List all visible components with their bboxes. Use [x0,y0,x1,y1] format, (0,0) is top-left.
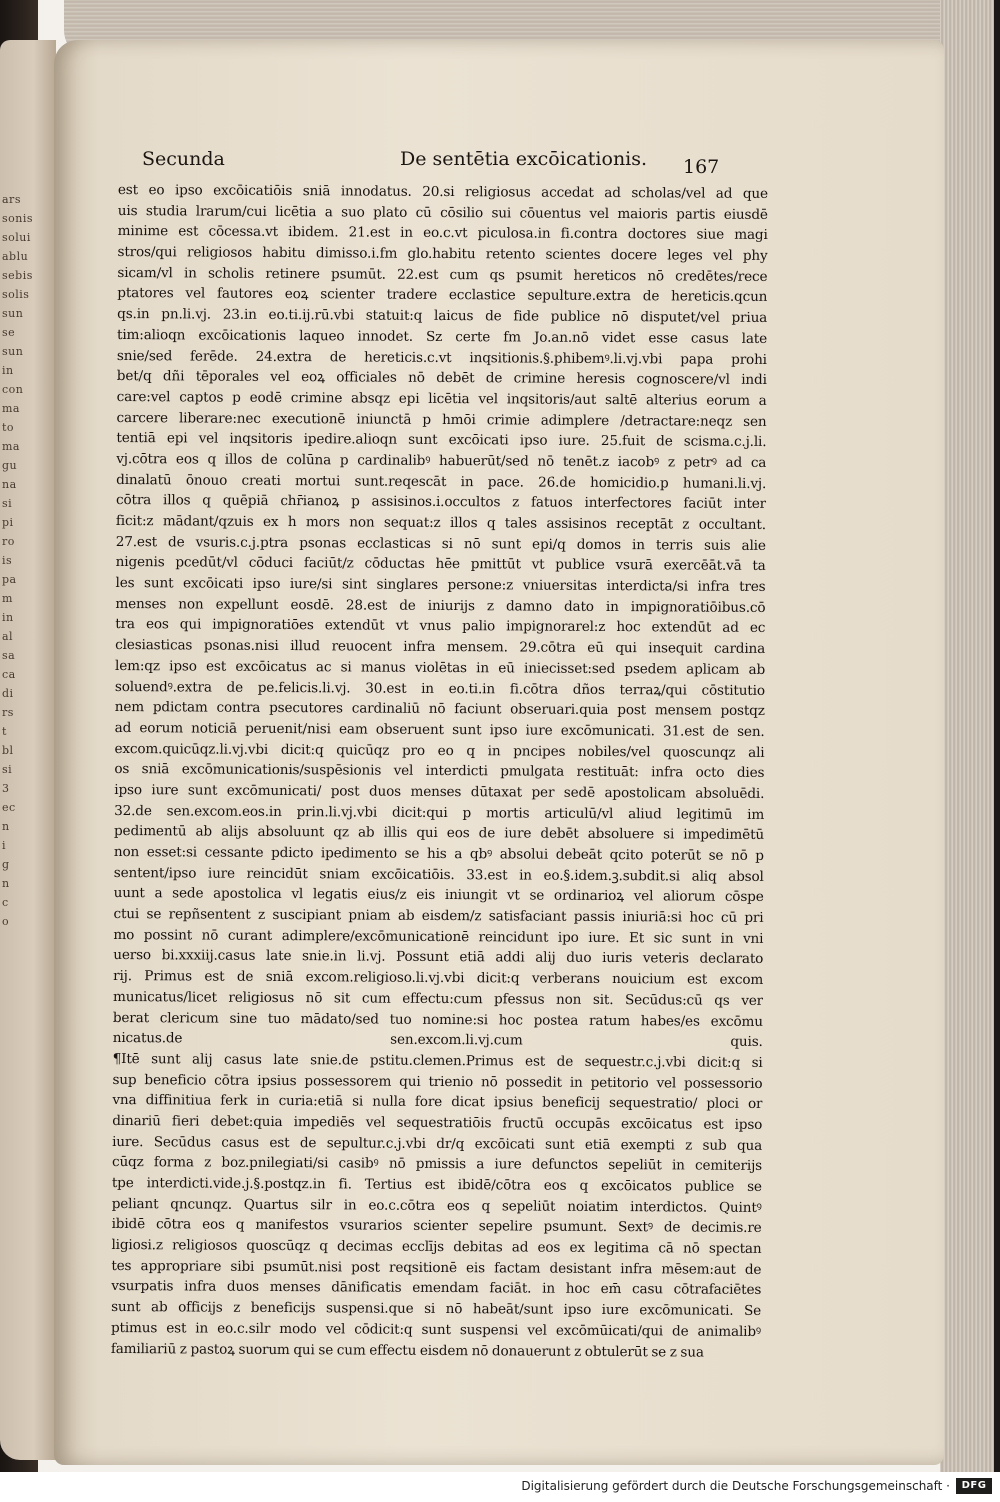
verso-fragment: is [2,554,13,567]
text-line: sunt ab officijs z beneficijs suspensi.que si nō habeāt/sunt ipso iure excōmunicati. Se [111,1299,762,1320]
text-line: vj.cōtra eos q illos de colūna p cardinalibꝰ habuerūt/sed nō tenēt.z iacobꝰ z petrꝰ ad ca [116,450,767,471]
verso-fragment: pa [2,573,17,586]
verso-fragment: to [2,421,15,434]
text-line: ipso iure sunt excōmunicati/ post duos menses dūtaxat per sedē apostolicam absoluēdi. [114,781,765,802]
text-line: menses non expellunt eosdē. 28.est de iniurijs z damno dato in impignoratiōibus.cō [115,595,766,616]
verso-fragment: si [2,497,13,510]
verso-fragment: 3 [2,782,10,795]
dfg-logo: DFG [956,1478,992,1494]
verso-fragment: si [2,763,13,776]
text-line: est eo ipso excōicatiōis sniā innodatus. 20.si religiosus accedat ad scholas/vel ad que [117,181,768,202]
text-line: non esset:si cessante pdicto ipedimento se his a qbꝰ absolui debeāt qcito poterūt se nō p [113,843,764,864]
text-line: sup beneficio cōtra ipsius possessorem qui trienio nō possedit in petitorio vel possessorio [112,1071,763,1092]
text-line: iure. Secūdus casus est de sepultur.c.j.vbi dr/q excōicati sunt etiā exempti z sub qua [112,1133,763,1154]
text-line: clesiasticas psonas.nisi illud reuocent infra mensem. 29.cōtra eū qui insequit cardina [115,637,766,658]
text-line: nem pdictam contra psecutores cardinaliū nō faciunt obseruari.quia post mensem postqz [114,699,765,720]
text-line: vsurpatis infra duos menses dānificatis emendam faciāt. in hoc em̄ casu cōtrafaciētes [111,1278,762,1299]
body-text [111,180,768,1363]
text-line: tim:alioqn excōicationis laqueo innodet. Sz certe fm Jo.an.nō videt esse casus late [117,326,768,347]
text-line: soluendꝰ.extra de pe.felicis.li.vj. 30.est in eo.ti.in fi.cōtra dños terraꝝ/qui cōstitutio [114,678,765,699]
text-line: municatus/licet religiosus nō sit cum effectu:cum pfessus non sit. Secūdus:cū qs ver [112,988,764,1009]
verso-fragment: solis [2,288,30,301]
text-line: ligiosi.z religiosos quoscūqz q decimas ecclījs debitas ad eos ex legitima cā nō spectan [111,1237,762,1258]
running-head [0,148,1000,178]
verso-fragment: n [2,820,10,833]
text-line: ctui se repñsentent z suscipiant pniam ab eisdem/z satisfaciant passis iniuriā:si hoc cū pri [113,906,764,927]
text-line: peliant qncunqz. Quartus silr in eo.c.cōtra eos q sepeliūt noiatim interdictos. Quintꝰ [111,1195,762,1216]
previous-page-edge [0,40,56,1460]
text-line: bet/q dñi tēporales vel eoꝝ officiales nō debēt de crimine heresis cognoscere/vl indi [116,368,767,389]
verso-fragment: g [2,858,10,871]
text-line: ¶Itē sunt alij casus late snie.de pstitu.clemen.Primus est de sequestr.c.j.vbi dicit:q si [112,1050,763,1071]
text-line: tra eos qui impignoratiōes extendūt vt vnus palio impignorarel:z hoc extendūt ad ec [115,616,766,637]
text-line: familiariū z pastoꝝ suorum qui se cum effectu eisdem nō donauerunt z obtulerūt se z sua [110,1340,704,1361]
verso-fragment: ablu [2,250,29,263]
verso-fragment: c [2,896,9,909]
text-line: uerso bi.xxxiij.casus late snie.in li.vj. Possunt etiā addi alij duo iuris veteris declarato [113,947,764,968]
verso-fragment: n [2,877,10,890]
verso-fragment: sun [2,307,24,320]
text-line: dinariū fieri debet:quia impediēs vel sequestratiōis fructū occupās excōicatus est ipso [112,1112,763,1133]
verso-fragment: na [2,478,17,491]
verso-fragment: in [2,364,14,377]
text-line: uis studia lrarum/cui licētia a suo plato cū cōsilio sui cōuentus vel maioris partis eiusdē [117,202,768,223]
page-stack-right [940,0,1000,1472]
verso-fragment: t [2,725,7,738]
text-line: dinalatū ōnouo creati mortui sunt.reqescāt in pace. 26.de homicidio.p humani.li.vj. [116,471,767,492]
verso-fragment: sonis [2,212,34,225]
text-line: cūqz forma z boz.pnilegiati/si casibꝰ nō pmissis a iure defunctos sepeliūt in cemiterijs [111,1154,763,1175]
previous-page-margin-text [2,190,52,931]
verso-fragment: gu [2,459,18,472]
text-line: cōtra illos q quēpiā chr̄ianoꝝ p assisinos.i.occultos z fatuos interfectores faciūt inter [115,492,767,513]
text-line: snie/sed ferēde. 24.extra de hereticis.c.vt inqsitionis.§.phibemꝰ.li.vj.vbi papa prohi [116,347,767,368]
text-line: ptimus est in eo.c.silr modo vel cōdicit:q sunt suspensi vel excōmūicati/qui de animalibꝰ [110,1319,762,1340]
text-line: tpe interdicti.vide.j.§.postqz.in fi. Tertius est ibidē/cōtra eos q excōicatos publice se [111,1174,762,1195]
text-line: ptatores vel fautores eoꝝ scienter tradere ecclastice sepulture.extra de hereticis.qcun [117,285,768,306]
verso-fragment: sebis [2,269,33,282]
running-head-title: De sentētia excōicationis. [400,148,648,170]
text-line: nicatus.de sen.excom.li.vj.cum quis. [112,1030,763,1051]
text-line: pedimentū ab alijs absoluunt qz ab illis qui eos de iure debēt absoluere si impedimētū [113,823,765,844]
text-line: minime est cōcessa.vt ibidem. 21.est in eo.c.vt piculosa.in fi.contra doctores siue magi [117,223,768,244]
text-line: 27.est de vsuris.c.j.ptra psonas ecclasticas si nō sunt epi/q domos in terris suis alie [115,533,766,554]
text-line: sentent/ipso iure reincidūt sniam excōicatiōis. 33.est in eo.§.idem.ꝫ.subdit.si aliq absol [113,864,764,885]
text-line: excom.quicūqz.li.vj.vbi dicit:q quicūqz pro eo q in pncipes nobiles/vel quoscunqz ali [114,740,765,761]
verso-fragment: con [2,383,24,396]
verso-fragment: rs [2,706,14,719]
text-line: ad eorum noticiā peruenit/nisi eam obseruent sunt ipso iure excōmunicati. 31.est de sen. [114,719,765,740]
verso-fragment: ma [2,440,20,453]
text-line: ibidē cōtra eos q manifestos vsurarios scienter sepelire psumunt. Sextꝰ de decimis.re [111,1216,762,1237]
verso-fragment: ec [2,801,16,814]
verso-fragment: al [2,630,14,643]
verso-fragment: ars [2,193,21,206]
text-line: os sniā excōmunicationis/suspēsionis vel interdicti pmulgata restituāt: infra octo dies [114,761,765,782]
text-line: ficit:z mādant/qzuis ex h mors non sequat:z illos q tales assisinos receptāt z occultant. [115,512,766,533]
verso-fragment: ma [2,402,20,415]
verso-fragment: m [2,592,13,605]
text-line: nigenis pcedūt/vl cōduci faciūt/z cōductas hēe pmittūt vt publice vsurā exercēāt.vā ta [115,554,766,575]
running-head-left: Secunda [142,148,225,170]
text-line: vna diffinitiua ferk in curia:etiā si nulla fore dicat ipsius beneficij sequestratio/ ploci or [112,1092,763,1113]
text-line: sicam/vl in scholis retinere psumūt. 22.est cum qs psumit hereticos nō credētes/rece [117,264,768,285]
text-line: rij. Primus est de sniā excom.religioso.li.vj.vbi dicit:q verberans nouicium est excom [113,968,764,989]
verso-fragment: sa [2,649,16,662]
text-line: qs.in pn.li.vj. 23.in eo.ti.ij.rū.vbi statuit:q laicus de fide publice nō disputet/vel priua [117,306,768,327]
text-line: stros/qui religiosos habitu dimisso.i.fm glo.habitu retento scientes docere leges vel phy [117,244,768,265]
verso-fragment: solui [2,231,31,244]
footer-credit: Digitalisierung gefördert durch die Deutsche Forschungsgemeinschaft · [521,1479,950,1493]
verso-fragment: ca [2,668,16,681]
verso-fragment: di [2,687,14,700]
verso-fragment: bl [2,744,14,757]
text-line: care:vel captos p eodē crimine absqz epi licētia vel inqsitoris/aut saltē alterius eorum a [116,388,767,409]
text-line: les sunt excōicati ipso iure/si sint singlares persone:z vniuersitas interdicta/si infra tres [115,575,766,596]
verso-fragment: se [2,326,16,339]
text-line: berat clericum sine tuo mādato/sed tuo nomine:si hoc postea ratum habes/es excōmu [112,1009,763,1030]
text-line: tes appropriare sibi psumūt.nisi post reqsitionē eis factam desistant infra mēsem:aut de [111,1257,762,1278]
text-line: tentiā epi vel inqsitoris ipedire.alioqn sunt excōicati ipso iure. 25.fuit de scisma.c.j.li. [116,430,767,451]
verso-fragment: i [2,839,7,852]
text-line: lem:qz ipso est excōicatus ac si manus violētas in eū iniecisset:sed psedem aplicam ab [114,657,766,678]
folio-number: 167 [683,156,720,178]
text-line: mo possint nō curant adimplere/excōmunicationē reincidunt ipo iure. Et sic sunt in vni [113,926,764,947]
verso-fragment: ro [2,535,15,548]
text-line: uunt a sede apostolica vl legatis eius/z eis iniungit vt se ordinarioꝝ vel aliorum cōspe [113,885,764,906]
verso-fragment: o [2,915,10,928]
verso-fragment: sun [2,345,24,358]
verso-fragment: in [2,611,14,624]
text-line: 32.de sen.excom.eos.in prin.li.vj.vbi dicit:qui p mortis articulū/vl aliud legitimū im [114,802,765,823]
verso-fragment: pi [2,516,14,529]
text-line: carcere liberare:nec executionē iniunctā p hmōi crimie adimplere /detractare:neqz sen [116,409,767,430]
footer-bar [0,1472,1000,1502]
